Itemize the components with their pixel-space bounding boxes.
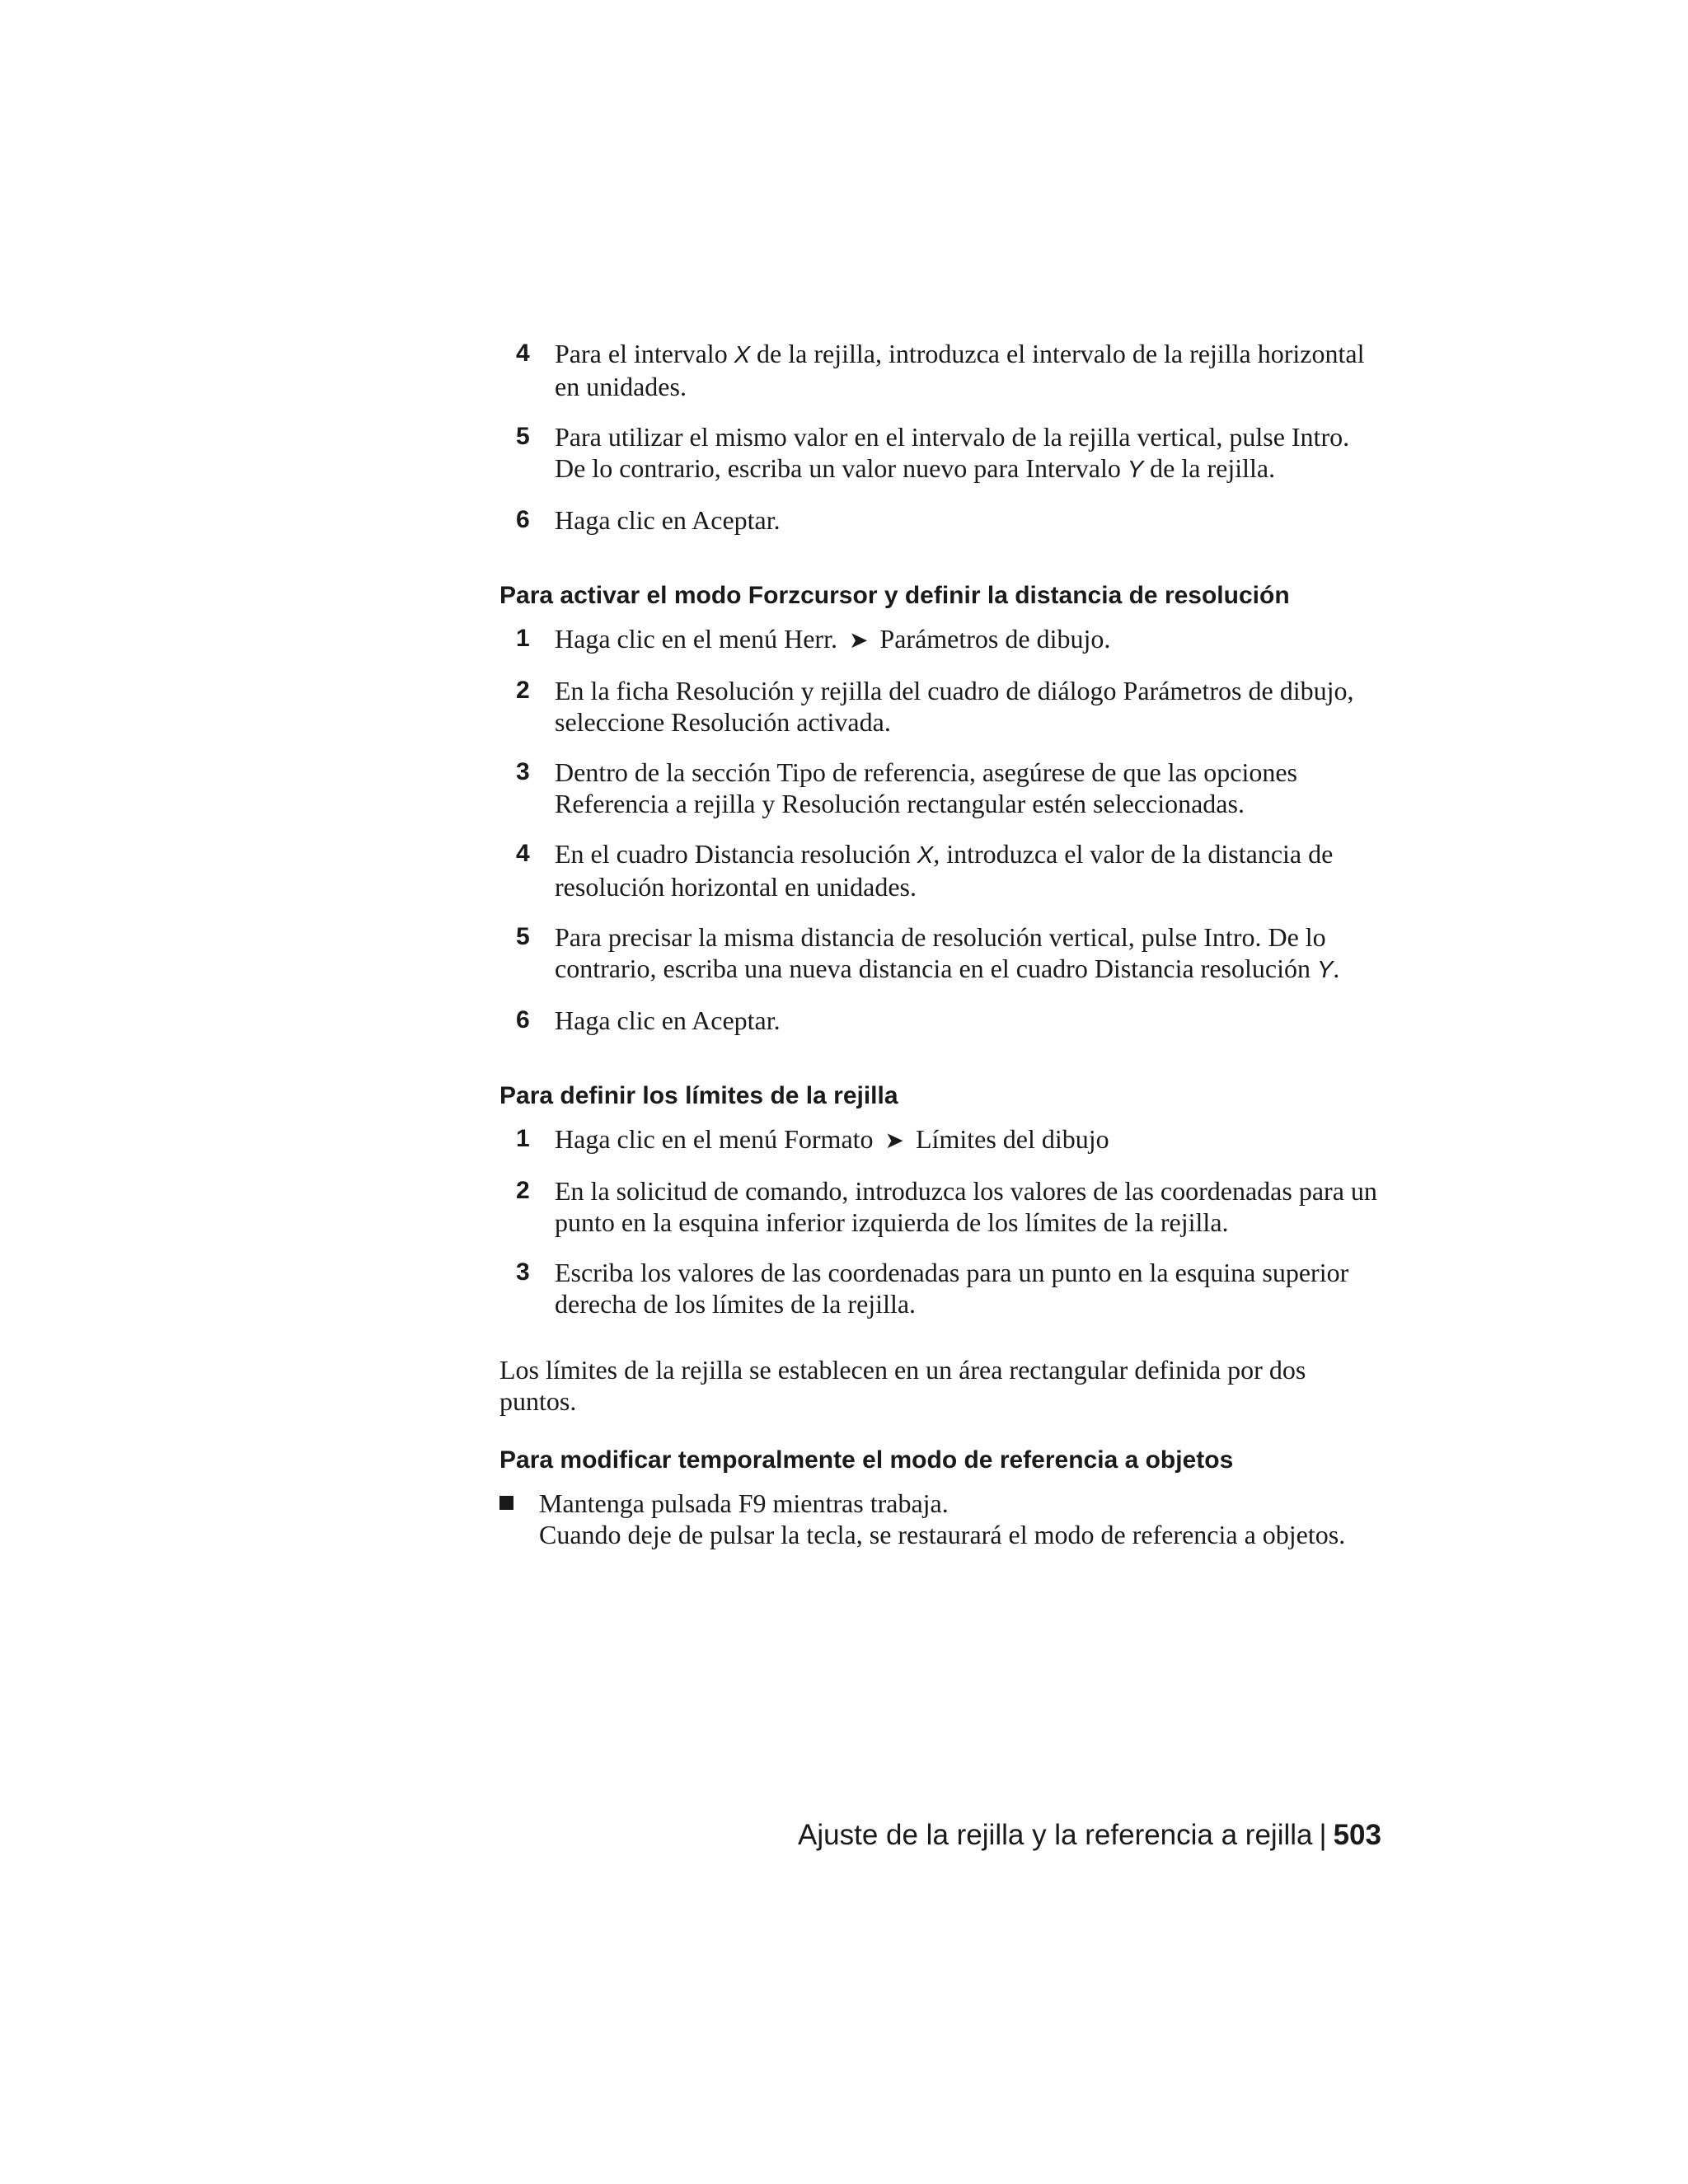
arrow-right-icon: ➤ <box>884 1127 904 1154</box>
page-number: 503 <box>1333 1819 1381 1851</box>
step-number: 4 <box>516 340 530 367</box>
step-number: 4 <box>516 840 530 867</box>
body-paragraph: Los límites de la rejilla se establecen en un área rectangular definida por dos puntos. <box>499 1355 1306 1416</box>
step-text: Dentro de la sección Tipo de referencia, asegúrese de que las opciones Referencia a rejilla y Resolución rectangular estén seleccionadas. <box>555 757 1297 818</box>
step-text: Haga clic en el menú Formato ➤ Límites del dibujo <box>555 1124 1109 1154</box>
list-item <box>499 1005 1381 1036</box>
step-number: 1 <box>516 1125 530 1152</box>
list-item <box>499 338 1381 402</box>
list-item <box>499 757 1381 819</box>
list-item <box>499 421 1381 485</box>
list-item <box>499 675 1381 738</box>
step-text: En la ficha Resolución y rejilla del cuadro de diálogo Parámetros de dibujo, seleccione Resolución activada. <box>555 676 1354 737</box>
list-item <box>499 623 1381 656</box>
step-text: Escriba los valores de las coordenadas para un punto en la esquina superior derecha de los límites de la rejilla. <box>555 1258 1349 1319</box>
step-text: Para utilizar el mismo valor en el intervalo de la rejilla vertical, pulse Intro. De lo contrario, escriba un valor nuevo para Intervalo Y de la rejilla. <box>555 422 1350 483</box>
list-item <box>499 1257 1381 1319</box>
step-text: En el cuadro Distancia resolución X, introduzca el valor de la distancia de resolución horizontal en unidades. <box>555 839 1334 902</box>
list-item <box>499 921 1381 986</box>
step-text: En la solicitud de comando, introduzca los valores de las coordenadas para un punto en la esquina inferior izquierda de los límites de la rejilla. <box>555 1176 1377 1237</box>
snap-steps <box>499 623 1381 1036</box>
document-body <box>499 338 1381 1550</box>
section-heading: Para activar el modo Forzcursor y definir la distancia de resolución <box>499 582 1290 609</box>
arrow-right-icon: ➤ <box>848 626 869 654</box>
step-number: 1 <box>516 625 530 652</box>
list-item <box>499 1123 1381 1156</box>
step-number: 2 <box>516 677 530 704</box>
page-footer <box>798 1819 1381 1852</box>
step-number: 6 <box>516 506 530 533</box>
limits-steps <box>499 1123 1381 1319</box>
step-number: 6 <box>516 1006 530 1033</box>
step-text: Haga clic en el menú Herr. ➤ Parámetros de dibujo. <box>555 624 1110 654</box>
grid-steps <box>499 338 1381 536</box>
bullet-square-icon <box>499 1496 513 1510</box>
list-item <box>499 838 1381 902</box>
step-text: Para precisar la misma distancia de resolución vertical, pulse Intro. De lo contrario, escriba una nueva distancia en el cuadro Distancia resolución Y. <box>555 922 1340 983</box>
step-number: 5 <box>516 923 530 950</box>
list-item <box>499 504 1381 536</box>
footer-separator: | <box>1319 1819 1327 1851</box>
step-text: Haga clic en Aceptar. <box>555 1005 781 1035</box>
step-number: 5 <box>516 423 530 450</box>
step-number: 2 <box>516 1177 530 1204</box>
bullet-text: Mantenga pulsada F9 mientras trabaja. <box>539 1488 949 1518</box>
step-number: 3 <box>516 1258 530 1286</box>
step-text: Haga clic en Aceptar. <box>555 505 781 535</box>
list-item <box>499 1175 1381 1238</box>
step-number: 3 <box>516 758 530 785</box>
section-heading: Para modificar temporalmente el modo de referencia a objetos <box>499 1446 1234 1474</box>
footer-title: Ajuste de la rejilla y la referencia a rejilla <box>798 1819 1313 1851</box>
bullet-item <box>499 1488 1381 1550</box>
step-text: Para el intervalo X de la rejilla, introduzca el intervalo de la rejilla horizontal en unidades. <box>555 339 1365 401</box>
bullet-result-text: Cuando deje de pulsar la tecla, se restaurará el modo de referencia a objetos. <box>539 1520 1346 1549</box>
section-heading: Para definir los límites de la rejilla <box>499 1082 898 1109</box>
